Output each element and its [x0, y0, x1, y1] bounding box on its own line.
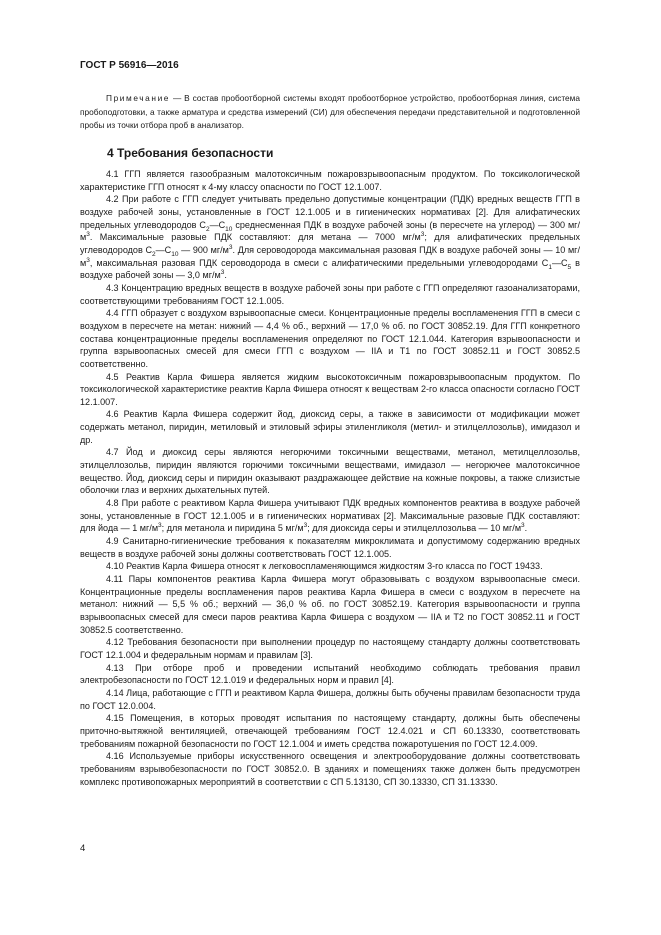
section-body [80, 168, 580, 788]
note-text: — В состав пробоотборной системы входят пробоотборное устройство, пробоотборная линия, система пробоподготовки, а также арматура и средства измерений (СИ) для обеспечения передачи представительной и подготовленной пробы из точки отбора проб в анализатор. [80, 93, 580, 131]
note [80, 92, 580, 133]
paragraph-4-1: 4.1 ГГП является газообразным малотоксичным пожаровзрывоопасным продуктом. По токсикологической характеристике ГГП относят к 4-му классу опасности по ГОСТ 12.1.007. [80, 169, 580, 192]
paragraph-4-3: 4.3 Концентрацию вредных веществ в воздухе рабочей зоны при работе с ГГП определяют газоанализаторами, соответствующими требованиям ГОСТ 12.1.005. [80, 282, 580, 306]
paragraph-4-13: 4.13 При отборе проб и проведении испытаний необходимо соблюдать требования правил электробезопасности по ГОСТ 12.1.019 и федеральных норм и правил [4]. [80, 662, 580, 686]
paragraph-4-7: 4.7 Йод и диоксид серы являются негорючими токсичными веществами, метанол, метилцеллозольв, этилцеллозольв, пиридин являются горючими токсичными веществами, имидазол — негорючее малотоксичное вещество. Йод, диоксид серы и пиридин оказывают раздражающее действие на кожные покровы, а также слизистые оболочки глаз и верхних дыхательных путей. [80, 447, 580, 496]
paragraph-4-16: 4.16 Используемые приборы искусственного освещения и электрооборудование должны соответствовать требованиям взрывобезопасности по ГОСТ 30852.0. В зданиях и помещениях также должен быть предусмотрен комплекс противопожарных мероприятий в соответствии с СП 5.13130, СП 30.13330, СП 31.13330. [80, 751, 580, 787]
page-number: 4 [80, 843, 86, 854]
paragraph-4-2: 4.2 При работе с ГГП следует учитывать предельно допустимые концентрации (ПДК) вредных веществ ГГП в воздухе рабочей зоны, установленные в ГОСТ 12.1.005 и в гигиенических нормативах [2]. Для алифатических предельных углеводородов $С_2—С_{10}$ среднесменная ПДК в воздухе рабочей зоны (в пересчете на углерод) — 300 $мг/м^3$. Максимальные разовые ПДК составляют: для метана — 7000 $мг/м^3$; для алифатических предельных углеводородов $С_2—С_{10}$ — 900 $мг/м^3$. Для сероводорода максимальная разовая ПДК в воздухе рабочей зоны — 10 $мг/м^3$, максимальная разовая ПДК сероводорода в смеси с алифатическими предельными углеводородами $С_1—С_5$ в воздухе рабочей зоны — 3,0 $мг/м^3$. [80, 194, 580, 281]
paragraph-4-10: 4.10 Реактив Карла Фишера относят к легковоспламеняющимся жидкостям 3-го класса по ГОСТ 19433. [106, 561, 543, 572]
paragraph-4-15: 4.15 Помещения, в которых проводят испытания по настоящему стандарту, должны быть обеспечены приточно-вытяжной вентиляцией, отвечающей требованиям ГОСТ 12.4.021 и СП 60.13330, соответствовать требованиям пожарной безопасности по ГОСТ 12.1.004 и иметь средства пожаротушения по ГОСТ 12.4.009. [80, 713, 580, 749]
paragraph-4-14: 4.14 Лица, работающие с ГГП и реактивом Карла Фишера, должны быть обучены правилам безопасности труда по ГОСТ 12.0.004. [80, 687, 580, 711]
paragraph-4-11: 4.11 Пары компонентов реактива Карла Фишера могут образовывать с воздухом взрывоопасные смеси. Концентрационные пределы воспламенения паров реактива Карла Фишера в смеси с воздухом в пересчете на метанол: нижний — 5,5 % об.; верхний — 36,0 % об. по ГОСТ 30852.19. Категория взрывоопасности и группа взрывоопасных смесей для смеси паров реактива Карла Фишера с воздухом — IIA и T2 по ГОСТ 30852.11 и ГОСТ 30852.5 соответственно. [80, 574, 580, 635]
paragraph-4-8: 4.8 При работе с реактивом Карла Фишера учитывают ПДК вредных компонентов реактива в воздухе рабочей зоны, установленные в ГОСТ 12.1.005 и в гигиенических нормативах [2]. Максимальные разовые ПДК составляют: для йода — 1 $мг/м^3$; для метанола и пиридина 5 $мг/м^3$; для диоксида серы и этилцеллозольва — 10 $мг/м^3$. [80, 498, 580, 534]
note-label: Примечание [106, 93, 171, 103]
paragraph-4-4: 4.4 ГГП образует с воздухом взрывоопасные смеси. Концентрационные пределы воспламенения ГГП в смеси с воздухом в пересчете на метан: нижний — 4,4 % об., верхний — 17,0 % об. по ГОСТ 30852.19. Для ГГП конкретного состава концентрационные пределы воспламенения определяют по ГОСТ 12.1.044. Категория взрывоопасности и группа взрывоопасных смесей для смеси ГГП с воздухом — IIA и T1 по ГОСТ 30852.11 и ГОСТ 30852.5 соответственно. [80, 308, 580, 369]
paragraph-4-9: 4.9 Санитарно-гигиенические требования к показателям микроклимата и допустимому содержанию вредных веществ в воздухе рабочей зоны должны соответствовать ГОСТ 12.1.005. [80, 536, 580, 559]
paragraph-4-5: 4.5 Реактив Карла Фишера является жидким высокотоксичным пожаровзрывоопасным продуктом. По токсикологической характеристике реактив Карла Фишера относят к веществам 2-го класса опасности согласно ГОСТ 12.1.007. [80, 371, 580, 407]
document-id: ГОСТ Р 56916—2016 [80, 60, 179, 71]
paragraph-4-6: 4.6 Реактив Карла Фишера содержит йод, диоксид серы, а также в зависимости от модификации может содержать метанол, пиридин, метиловый и этиловый эфиры этиленгликоля (метил- и этилцеллозольв), имидазол и др. [80, 409, 580, 445]
section-title: 4 Требования безопасности [107, 146, 274, 160]
paragraph-4-12: 4.12 Требования безопасности при выполнении процедур по настоящему стандарту должны соответствовать ГОСТ 12.1.004 и федеральным нормам и правилам [3]. [80, 637, 580, 660]
